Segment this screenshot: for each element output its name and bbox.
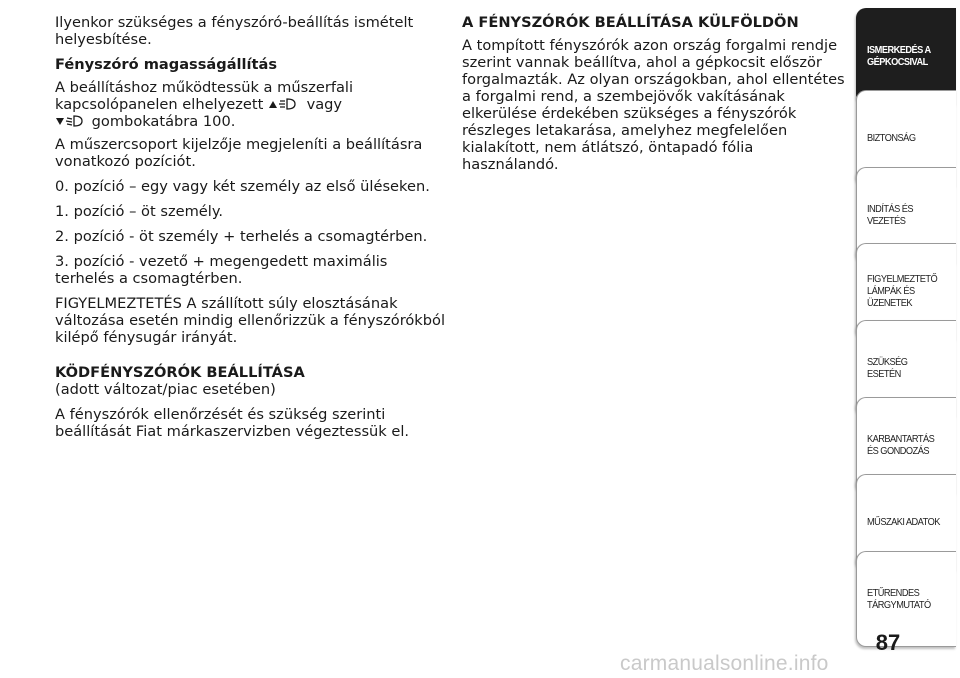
left-column bbox=[55, 14, 445, 448]
tab-ismerkedes[interactable]: ISMERKEDÉS A GÉPKOCSIVAL bbox=[856, 8, 956, 104]
tab-inditas[interactable]: INDÍTÁS ÉS VEZETÉS bbox=[856, 167, 956, 263]
position-1: 1. pozíció – öt személy. bbox=[55, 203, 224, 220]
chapter-tabs bbox=[856, 0, 960, 678]
tab-figyelmezteto[interactable]: FIGYELMEZTETŐ LÁMPÁK ÉS ÜZENETEK bbox=[856, 243, 956, 339]
display-paragraph: A műszercsoport kijelzője megjeleníti a beállításra vonatkozó pozíciót. bbox=[55, 136, 423, 170]
right-column bbox=[462, 14, 847, 181]
intro-paragraph: Ilyenkor szükséges a fényszóró-beállítás ismételt helyesbítése. bbox=[55, 14, 414, 48]
tab-szukseg[interactable]: SZÜKSÉG ESETÉN bbox=[856, 320, 956, 416]
tab-karbantartas[interactable]: KARBANTARTÁS ÉS GONDOZÁS bbox=[856, 397, 956, 493]
tab-targymutato[interactable]: ETŰRENDES TÁRGYMUTATÓ bbox=[856, 551, 956, 647]
buttons-paragraph bbox=[55, 79, 445, 130]
warning-paragraph: FIGYELMEZTETÉS A szállított súly elosztásának változása esetén mindig ellenőrizzük a fényszórókból kilépő fénysugár irányát. bbox=[55, 295, 446, 346]
heading-headlamp-leveling: Fényszóró magasságállítás bbox=[55, 56, 278, 73]
heading-abroad: A FÉNYSZÓRÓK BEÁLLÍTÁSA KÜLFÖLDÖN bbox=[462, 14, 799, 31]
position-0: 0. pozíció – egy vagy két személy az első üléseken. bbox=[55, 178, 430, 195]
fog-paragraph: A fényszórók ellenőrzését és szükség szerinti beállítását Fiat márkaszervizben végeztessük el. bbox=[55, 406, 410, 440]
watermark: carmanualsonline.info bbox=[620, 652, 829, 675]
tab-muszaki[interactable]: MŰSZAKI ADATOK bbox=[856, 474, 956, 570]
buttons-text-or: vagy bbox=[306, 96, 343, 113]
page-number: 87 bbox=[875, 630, 901, 655]
buttons-text-b: gombokatábra 100. bbox=[91, 113, 236, 130]
position-2: 2. pozíció - öt személy + terhelés a csomagtérben. bbox=[55, 228, 428, 245]
buttons-text-a: A beállításhoz működtessük a műszerfali kapcsolópanelen elhelyezett bbox=[55, 79, 354, 113]
headlamp-up-icon bbox=[268, 97, 302, 111]
headlamp-down-icon bbox=[55, 114, 87, 128]
position-3: 3. pozíció - vezető + megengedett maximális terhelés a csomagtérben. bbox=[55, 253, 388, 287]
tab-biztonsag[interactable]: BIZTONSÁG bbox=[856, 90, 956, 186]
fog-note: (adott változat/piac esetében) bbox=[55, 381, 276, 398]
heading-fog-lights: KÖDFÉNYSZÓRÓK BEÁLLÍTÁSA bbox=[55, 364, 305, 381]
abroad-paragraph: A tompított fényszórók azon ország forgalmi rendje szerint vannak beállítva, ahol a gépkocsit először forgalmazták. Az olyan országokban, ahol ellentétes a forgalmi rend, a szembejövők vakításának elkerülése érdekében szükséges a fényszórók részleges letakarása, amelyhez megfelelően kialakított, nem átlátszó, öntapadó fólia használandó. bbox=[462, 37, 845, 173]
